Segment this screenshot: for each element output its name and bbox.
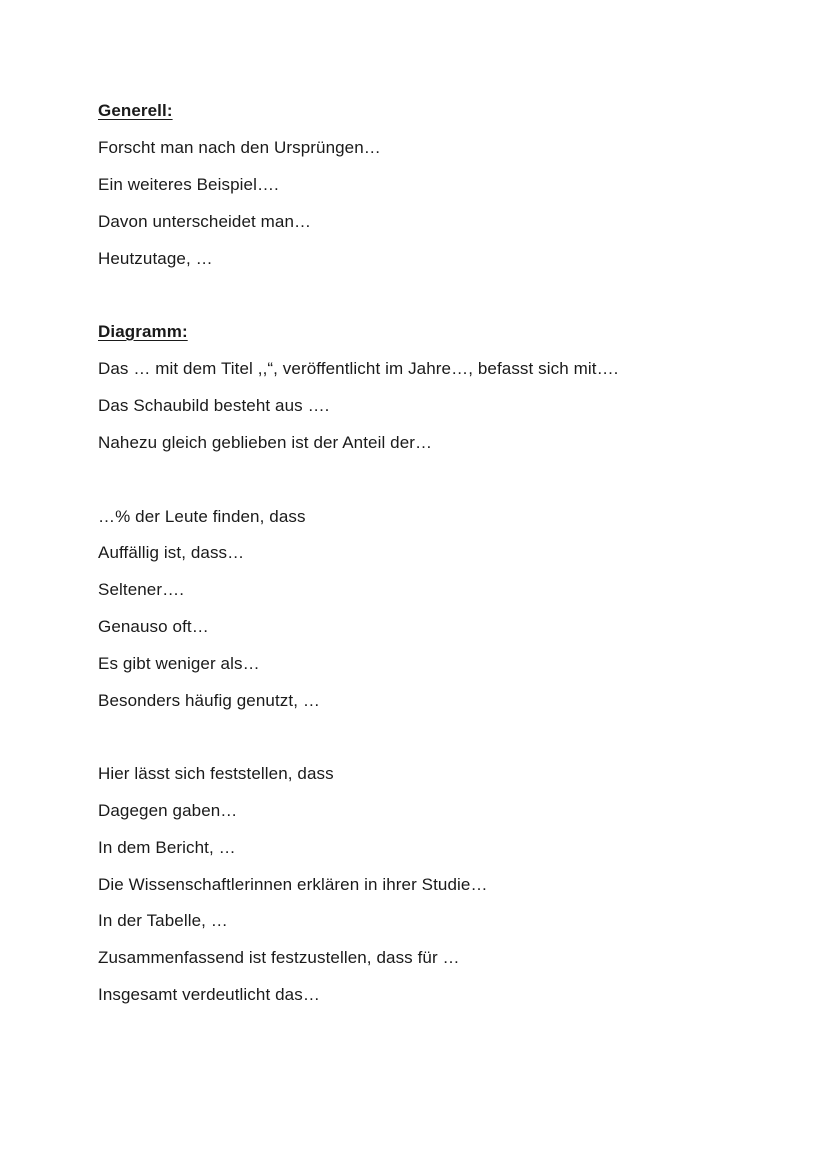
text-line: Das … mit dem Titel ,,“, veröffentlicht im Jahre…, befasst sich mit…. — [98, 359, 619, 378]
text-line: Die Wissenschaftlerinnen erklären in ihrer Studie… — [98, 875, 488, 894]
text-line: Heutzutage, … — [98, 249, 213, 268]
heading-generell: Generell: — [98, 101, 173, 120]
text-line: Ein weiteres Beispiel…. — [98, 175, 279, 194]
text-line: Hier lässt sich feststellen, dass — [98, 764, 334, 783]
text-line: …% der Leute finden, dass — [98, 507, 306, 526]
text-line: Besonders häufig genutzt, … — [98, 691, 320, 710]
text-line: In dem Bericht, … — [98, 838, 236, 857]
text-line: Seltener…. — [98, 580, 185, 599]
text-line: Davon unterscheidet man… — [98, 212, 312, 231]
text-line: Es gibt weniger als… — [98, 654, 260, 673]
heading-diagramm: Diagramm: — [98, 322, 188, 341]
text-line: Insgesamt verdeutlicht das… — [98, 985, 320, 1004]
text-line: Genauso oft… — [98, 617, 209, 636]
text-line: Das Schaubild besteht aus …. — [98, 396, 330, 415]
text-line: In der Tabelle, … — [98, 911, 228, 930]
text-line: Nahezu gleich geblieben ist der Anteil der… — [98, 433, 433, 452]
text-line: Auffällig ist, dass… — [98, 543, 245, 562]
text-line: Zusammenfassend ist festzustellen, dass für … — [98, 948, 460, 967]
text-line: Dagegen gaben… — [98, 801, 238, 820]
text-line: Forscht man nach den Ursprüngen… — [98, 138, 381, 157]
